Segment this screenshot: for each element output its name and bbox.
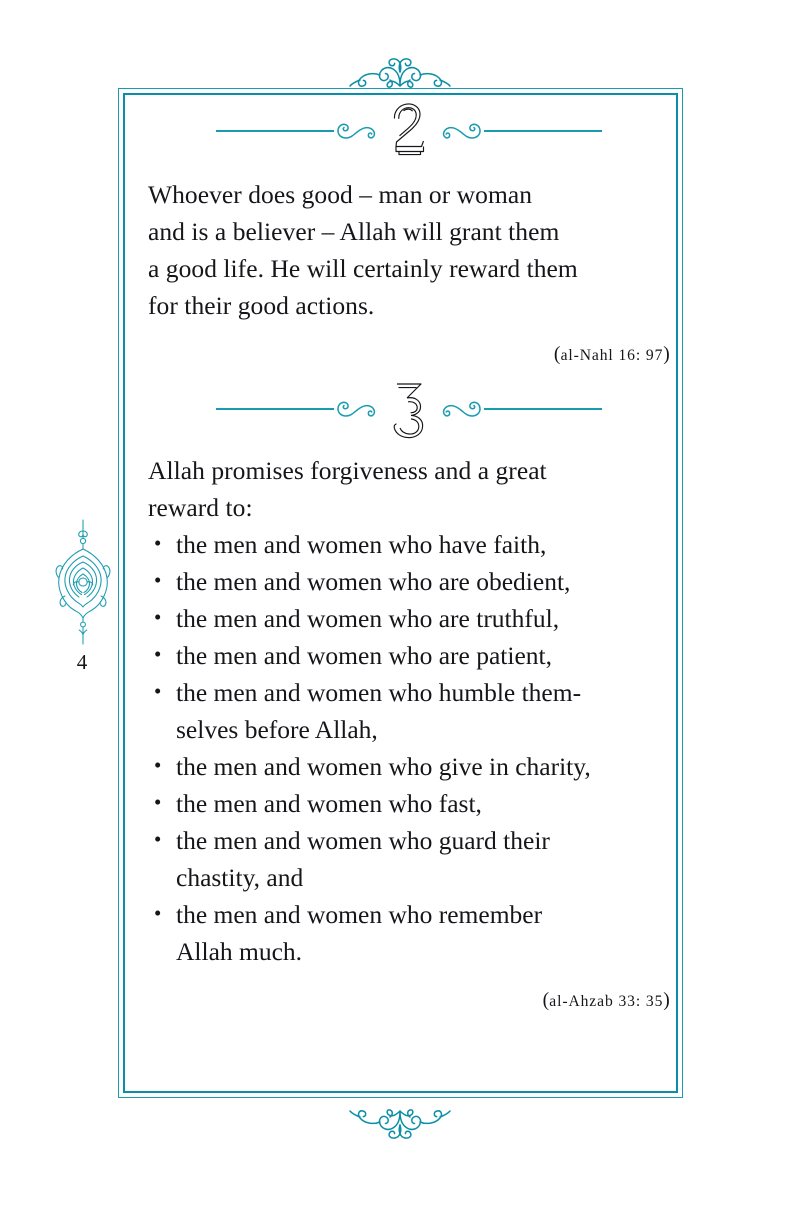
list-item-line: • the men and women who have faith, (176, 530, 547, 559)
citation-close-paren: ) (663, 990, 670, 1011)
promise-list (148, 526, 670, 970)
passage-line: Allah promises forgiveness and a great (148, 456, 547, 485)
passage-text-3-lead (148, 452, 670, 526)
divider-rule-left (216, 408, 334, 410)
list-item-line: • the men and women who guard their (176, 826, 550, 855)
divider-swirl-right-icon (441, 399, 481, 419)
citation-reference: 16: 97 (618, 347, 664, 364)
citation-source: al-Ahzab (549, 993, 614, 1010)
list-item (148, 748, 670, 785)
citation-close-paren: ) (663, 344, 670, 365)
citation-source: al-Nahl (560, 347, 614, 364)
divider-rule-left (216, 130, 334, 132)
list-item-line: • the men and women who are patient, (176, 641, 553, 670)
list-item (148, 526, 670, 563)
list-item-line: • the men and women who are obedient, (176, 567, 571, 596)
folio-number: 4 (76, 650, 88, 674)
list-item-line: • the men and women who give in charity, (176, 752, 591, 781)
passage-line: Whoever does good – man or woman (148, 180, 532, 209)
list-item-line: • the men and women who are truthful, (176, 604, 560, 633)
divider-rule-right (484, 408, 602, 410)
citation-open-paren: ( (542, 990, 550, 1011)
list-item (148, 600, 670, 637)
divider-swirl-right-icon (441, 121, 481, 141)
list-item (148, 822, 670, 896)
divider-swirl-left-icon (337, 399, 377, 419)
section-number-3 (387, 378, 431, 440)
section-3 (148, 366, 670, 1012)
list-item-line: • the men and women who humble them- (176, 678, 582, 707)
passage-line: reward to: (148, 493, 253, 522)
citation-3 (148, 990, 670, 1012)
section-divider-2 (148, 88, 670, 174)
list-item (148, 674, 670, 748)
margin-medallion-ornament (52, 518, 114, 651)
list-item (148, 637, 670, 674)
divider-swirl-left-icon (337, 121, 377, 141)
passage-line: a good life. He will certainly reward them (148, 254, 578, 283)
list-item (148, 785, 670, 822)
citation-2 (148, 344, 670, 366)
list-item (148, 896, 670, 970)
list-item-line: • the men and women who remember (176, 900, 543, 929)
list-item-line: chastity, and (176, 863, 304, 892)
list-item-line: • the men and women who fast, (176, 789, 482, 818)
passage-line: and is a believer – Allah will grant them (148, 217, 560, 246)
bottom-ornament (348, 1104, 452, 1143)
list-item-line: selves before Allah, (176, 715, 378, 744)
page-content (148, 88, 670, 1012)
passage-text-2 (148, 174, 670, 324)
section-2 (148, 88, 670, 366)
section-number-2 (387, 101, 431, 161)
citation-open-paren: ( (553, 344, 561, 365)
divider-rule-right (484, 130, 602, 132)
section-divider-3 (148, 366, 670, 452)
list-item-line: Allah much. (176, 937, 303, 966)
citation-reference: 33: 35 (618, 993, 664, 1010)
passage-line: for their good actions. (148, 291, 375, 320)
list-item (148, 563, 670, 600)
